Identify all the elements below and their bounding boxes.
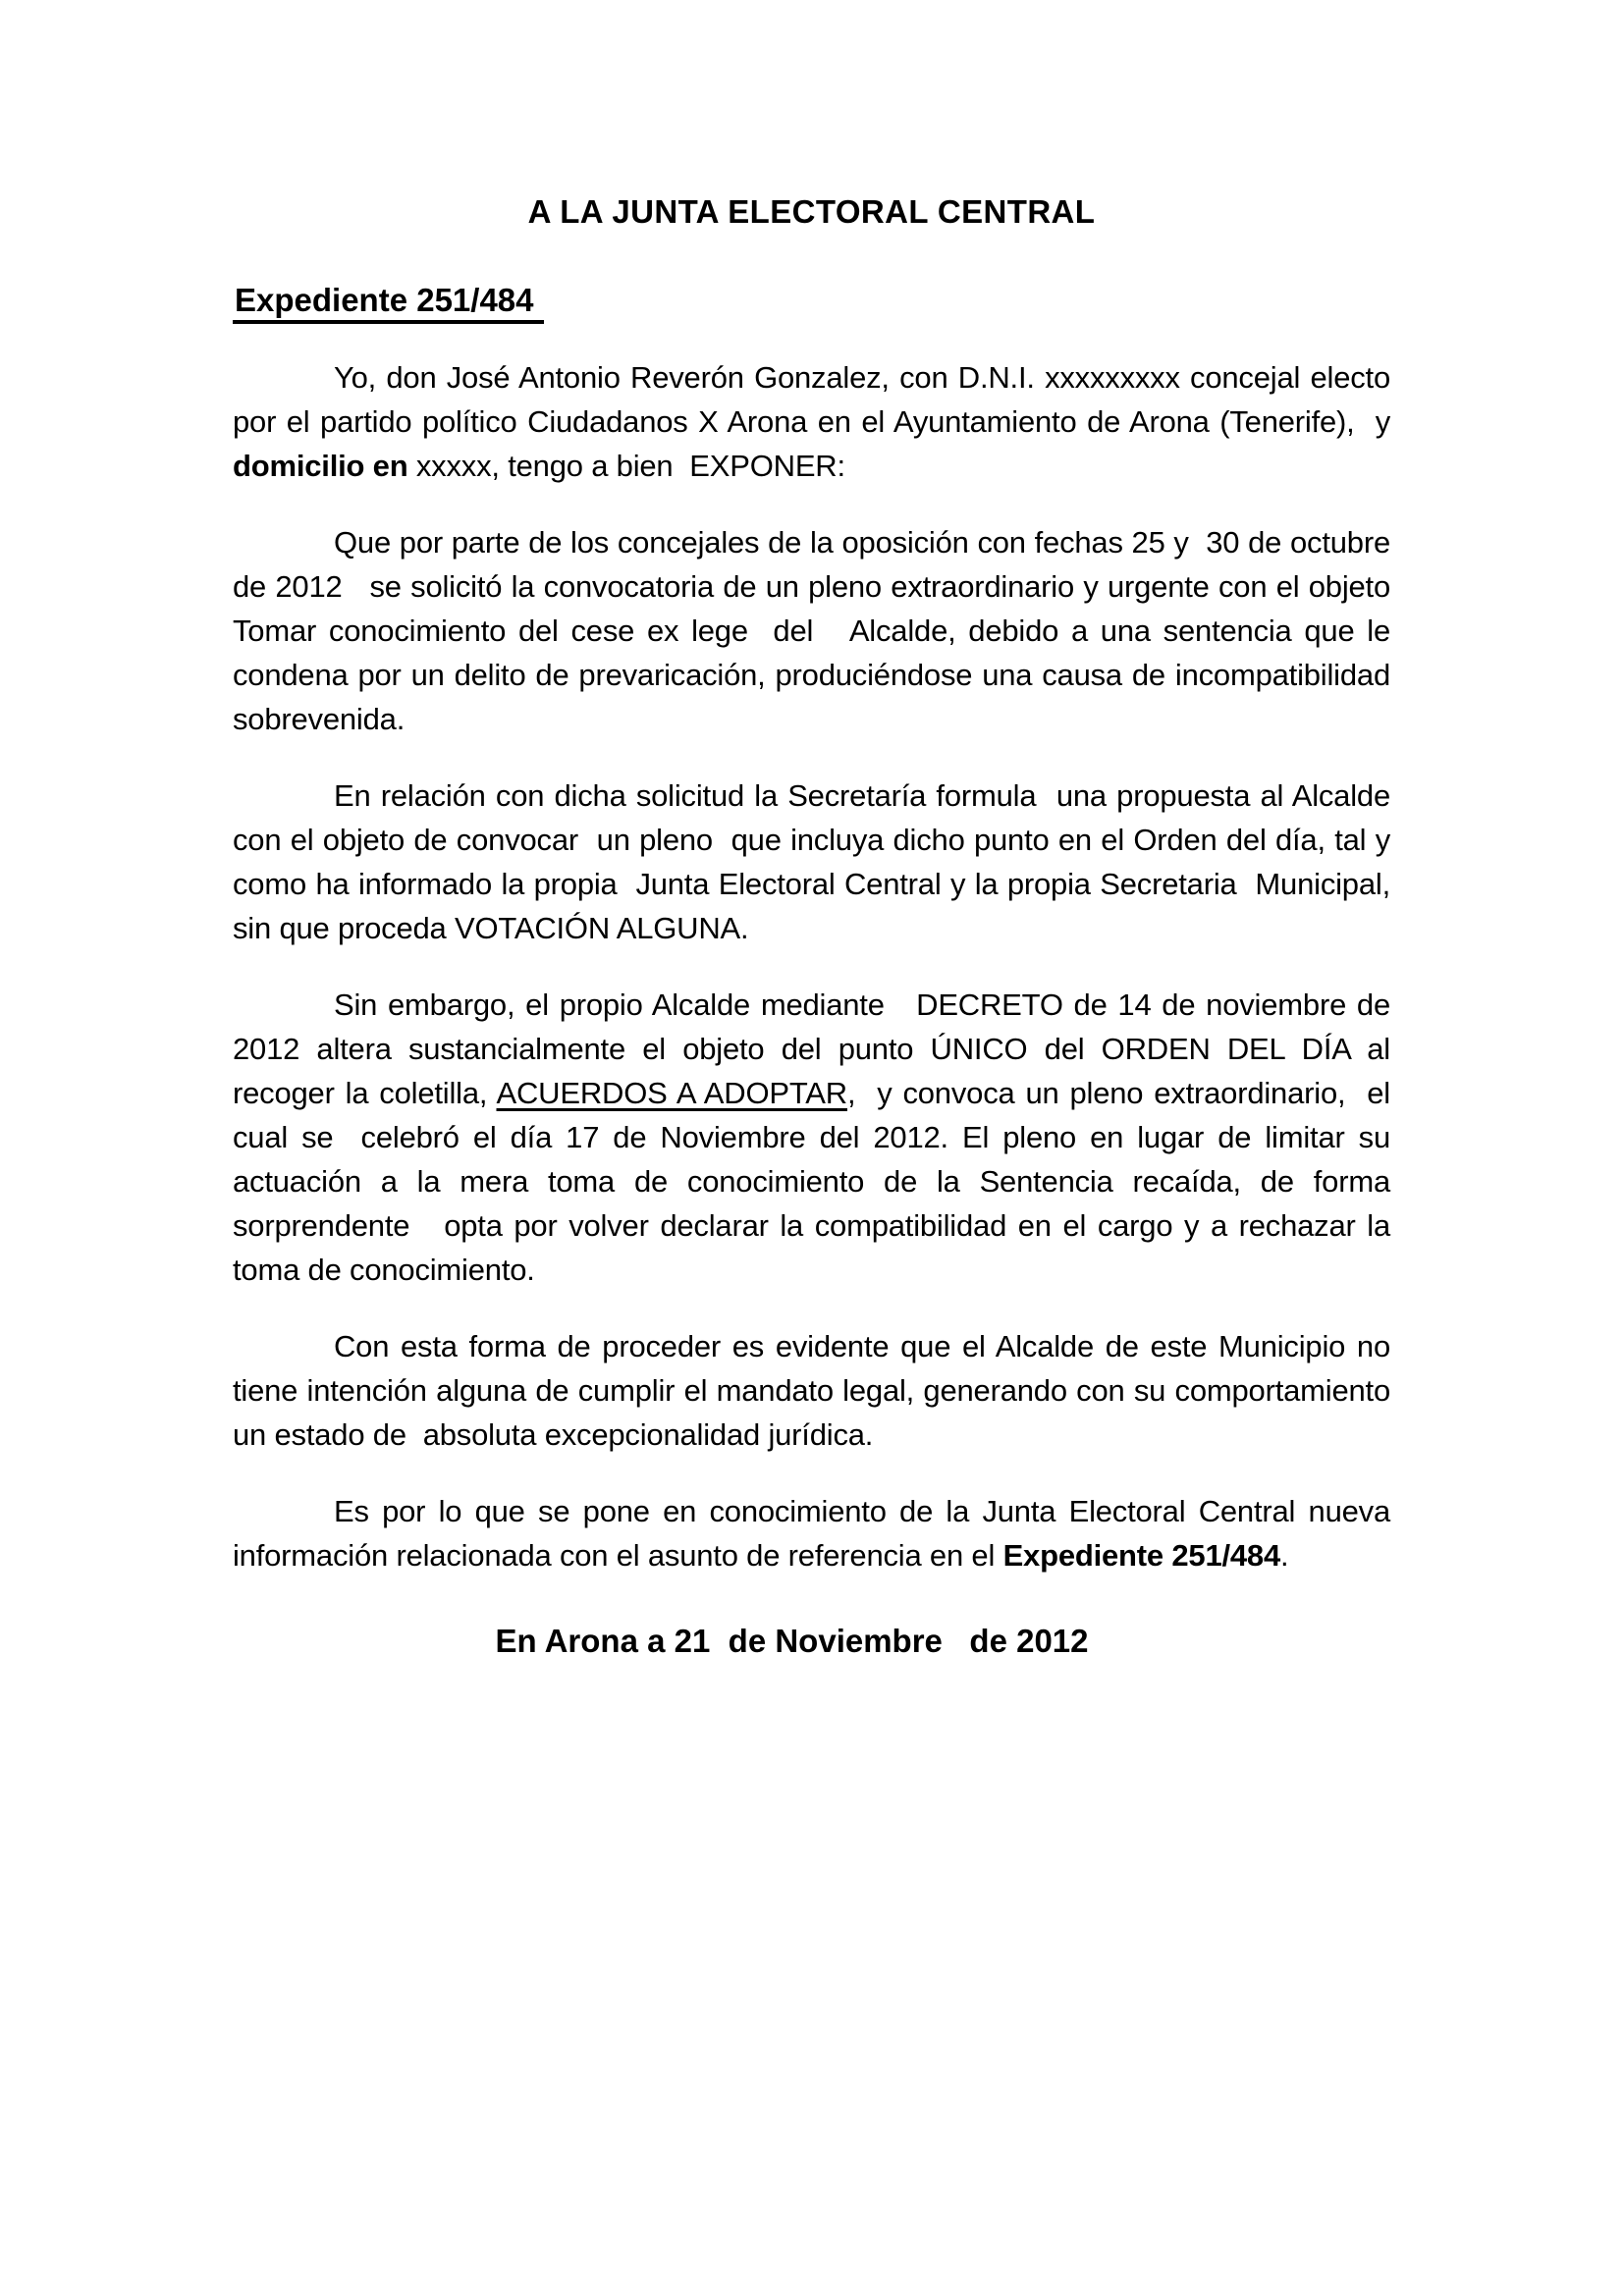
text-run: Con esta forma de proceder es evidente que el Alcalde de este Municipio no tiene intención alguna de cumplir el mandato legal, generando con su comportamiento un estado de absoluta excepcionalidad jurídica.: [233, 1329, 1407, 1452]
text-run-bold: domicilio en: [233, 449, 408, 483]
closing-date-line: En Arona a 21 de Noviembre de 2012: [495, 1623, 1089, 1659]
document-title: A LA JUNTA ELECTORAL CENTRAL: [527, 193, 1096, 230]
case-heading: [233, 281, 1390, 320]
text-run: Sin embargo, el propio Alcalde mediante DECRETO de 14 de noviembre de 2012 altera sustancialmente el objeto del punto ÚNICO del ORDEN DEL DÍA al recoger la coletilla,: [233, 988, 1399, 1110]
case-number: Expediente 251/484: [233, 282, 544, 324]
paragraph: [233, 1489, 1399, 1577]
text-run: Yo, don José Antonio Reverón Gonzalez, con D.N.I. xxxxxxxxx concejal electo por el partido político Ciudadanos X Arona en el Ayuntamiento de Arona (Tenerife), y: [233, 360, 1399, 439]
paragraph: [233, 774, 1399, 950]
text-run: Es por lo que se pone en conocimiento de la Junta Electoral Central nueva información relacionada con el asunto de referencia en el: [233, 1494, 1399, 1573]
text-run: .: [1280, 1538, 1289, 1573]
paragraph: [233, 520, 1399, 741]
text-run-bold: Expediente 251/484: [1002, 1538, 1281, 1573]
paragraph: [233, 355, 1399, 488]
paragraph: [233, 983, 1399, 1292]
paragraph: [233, 1324, 1407, 1457]
text-run: xxxxx, tengo a bien EXPONER:: [407, 449, 845, 483]
text-run: Que por parte de los concejales de la oposición con fechas 25 y 30 de octubre de 2012 se solicitó la convocatoria de un pleno extraordinario y urgente con el objeto Tomar conocimiento del cese ex lege del Alcalde, debido a una sentencia que le condena por un delito de prevaricación, produciéndose una causa de incompatibilidad sobrevenida.: [233, 525, 1399, 736]
text-run: , y convoca un pleno extraordinario, el cual se celebró el día 17 de Noviembre del 2012. El pleno en lugar de limitar su actuación a la mera toma de conocimiento de la Sentencia recaída, de forma sorprendente opta por volver declarar la compatibilidad en el cargo y a rechazar la toma de conocimiento.: [233, 1076, 1399, 1287]
text-run: En relación con dicha solicitud la Secretaría formula una propuesta al Alcalde con el objeto de convocar un pleno que incluya dicho punto en el Orden del día, tal y como ha informado la propia Junta Electoral Central y la propia Secretaria Municipal, sin que proceda VOTACIÓN ALGUNA.: [233, 778, 1399, 945]
text-run-underline: ACUERDOS A ADOPTAR: [496, 1076, 847, 1110]
document-body: [233, 355, 1407, 1577]
